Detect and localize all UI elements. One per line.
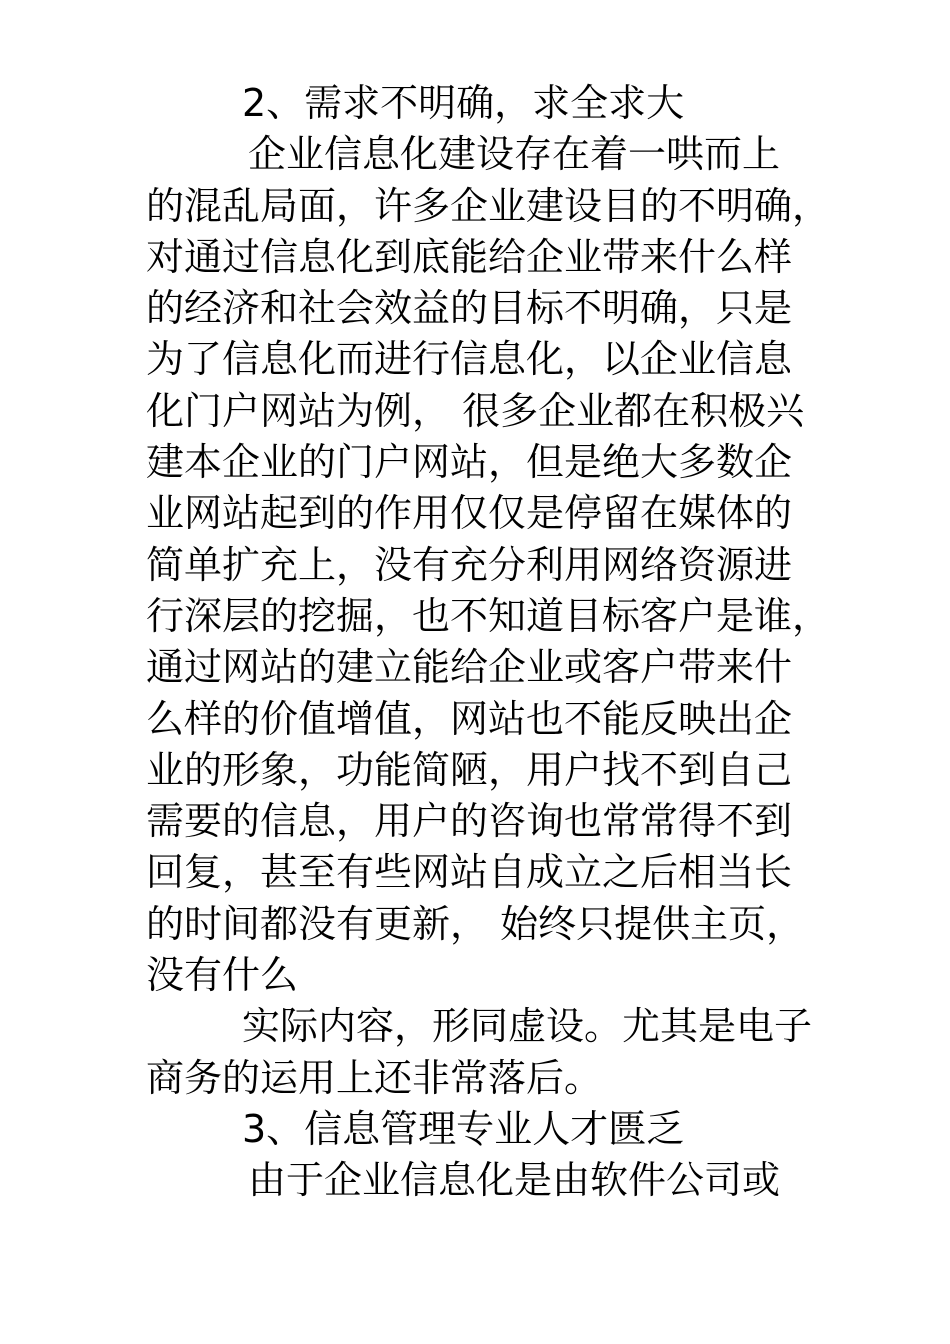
paragraph-line: 业的形象，功能简陋，用户找不到自己 xyxy=(146,747,793,792)
paragraph-line: 没有什么 xyxy=(146,953,299,998)
paragraph-line: 回复，甚至有些网站自成立之后相当长 xyxy=(146,850,793,895)
paragraph-line: 实际内容，形同虚设。尤其是电子 xyxy=(242,1004,813,1049)
paragraph-line: 的时间都没有更新， 始终只提供主页， xyxy=(146,901,805,946)
paragraph-line: 的经济和社会效益的目标不明确，只是 xyxy=(146,286,793,331)
paragraph-line: 企业信息化建设存在着一哄而上 xyxy=(248,132,781,177)
paragraph-line: 么样的价值增值，网站也不能反映出企 xyxy=(146,696,793,741)
paragraph-line: 业网站起到的作用仅仅是停留在媒体的 xyxy=(146,491,793,536)
paragraph-line: 简单扩充上，没有充分利用网络资源进 xyxy=(146,542,793,587)
paragraph-line: 行深层的挖掘，也不知道目标客户是谁， xyxy=(146,593,831,638)
paragraph-line: 对通过信息化到底能给企业带来什么样 xyxy=(146,234,793,279)
paragraph-line: 由于企业信息化是由软件公司或 xyxy=(248,1158,781,1203)
paragraph-line: 商务的运用上还非常落后。 xyxy=(146,1055,603,1100)
paragraph-line: 为了信息化而进行信息化，以企业信息 xyxy=(146,337,793,382)
document-body xyxy=(146,78,831,1207)
section-heading-2: 2、需求不明确，求全求大 xyxy=(242,81,685,125)
paragraph-line: 通过网站的建立能给企业或客户带来什 xyxy=(146,645,793,690)
paragraph-line: 需要的信息，用户的咨询也常常得不到 xyxy=(146,799,793,844)
section-heading-3: 3、信息管理专业人才匮乏 xyxy=(242,1106,685,1151)
paragraph-line: 建本企业的门户网站，但是绝大多数企 xyxy=(146,440,793,485)
paragraph-line: 的混乱局面，许多企业建设目的不明确， xyxy=(146,183,831,228)
paragraph-line: 化门户网站为例， 很多企业都在积极兴 xyxy=(146,388,805,433)
